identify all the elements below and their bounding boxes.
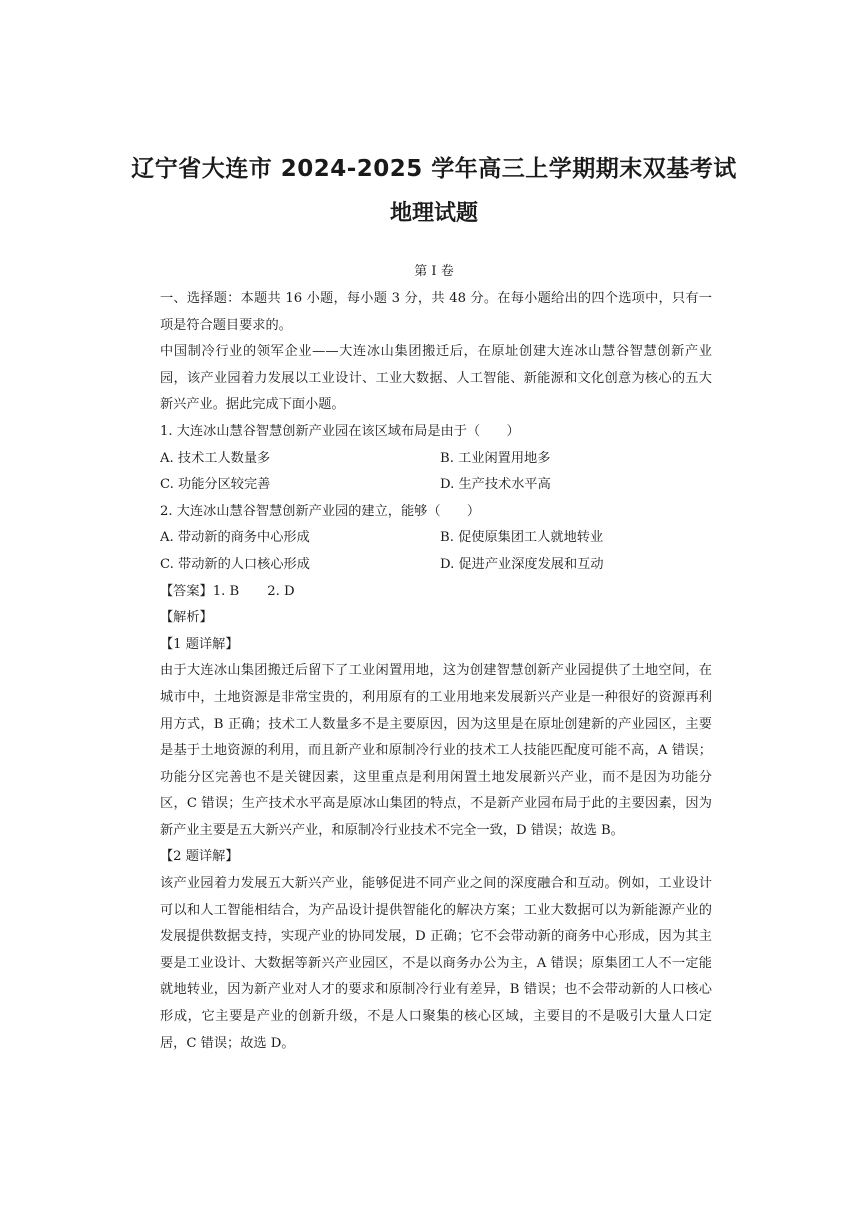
option-1a: A. 技术工人数量多 [160, 450, 271, 466]
exam-body [160, 286, 712, 1057]
exam-title: 辽宁省大连市 2024-2025 学年高三上学期期末双基考试 [131, 156, 737, 182]
question-1-options-row-2 [160, 472, 712, 499]
option-2d: D. 促进产业深度发展和互动 [440, 556, 604, 572]
q1-detail-text: 由于大连冰山集团搬迁后留下了工业闲置用地，这为创建智慧创新产业园提供了土地空间，在城市中，土地资源是非常宝贵的，利用原有的工业用地来发展新兴产业是一种很好的资源再利用方式，B 正确；技术工人数量多不是主要原因，因为这里是在原址创建新的产业园区，主要是基于土地资源的利用，而且新产业和原制冷行业的技术工人技能匹配度可能不高，A 错误；功能分区完善也不是关键因素，这里重点是利用闲置土地发展新兴产业，而不是因为功能分区，C 错误；生产技术水平高是原冰山集团的特点，不是新产业园布局于此的主要因素，因为新产业主要是五大新兴产业，和原制冷行业技术不完全一致，D 错误；故选 B。 [160, 663, 712, 838]
volume-label: 第 I 卷 [414, 264, 454, 279]
option-2c: C. 带动新的人口核心形成 [160, 556, 310, 572]
question-2-options-row-2 [160, 552, 712, 579]
question-1-options-row-1 [160, 446, 712, 473]
option-2a: A. 带动新的商务中心形成 [160, 530, 310, 546]
answer-label: 【答案】 [160, 583, 213, 599]
answer-1: 1. B [212, 583, 240, 599]
answer-line [160, 579, 712, 606]
section-instructions: 一、选择题：本题共 16 小题，每小题 3 分，共 48 分。在每小题给出的四个选项中，只有一项是符合题目要求的。 [160, 291, 712, 333]
option-2b: B. 促使原集团工人就地转业 [440, 530, 604, 546]
answer-2: 2. D [267, 583, 295, 599]
q2-detail-label: 【2 题详解】 [160, 849, 239, 865]
analysis-label: 【解析】 [160, 610, 213, 626]
q1-detail-label: 【1 题详解】 [160, 636, 239, 652]
q2-detail-text: 该产业园着力发展五大新兴产业，能够促进不同产业之间的深度融合和互动。例如，工业设计可以和人工智能相结合，为产品设计提供智能化的解决方案；工业大数据可以为新能源产业的发展提供数据支持，实现产业的协同发展，D 正确；它不会带动新的商务中心形成，因为其主要是工业设计、大数据等新兴产业园区，不是以商务办公为主，A 错误；原集团工人不一定能就地转业，因为新产业对人才的要求和原制冷行业有差异，B 错误；也不会带动新的人口核心形成，它主要是产业的创新升级，不是人口聚集的核心区域，主要目的不是吸引大量人口定居，C 错误；故选 D。 [160, 876, 712, 1051]
question-1-stem: 1. 大连冰山慧谷智慧创新产业园在该区域布局是由于（ ） [160, 423, 520, 439]
material-text: 中国制冷行业的领军企业——大连冰山集团搬迁后，在原址创建大连冰山慧谷智慧创新产业园，该产业园着力发展以工业设计、工业大数据、人工智能、新能源和文化创意为核心的五大新兴产业。据此完成下面小题。 [160, 344, 712, 413]
question-2-stem: 2. 大连冰山慧谷智慧创新产业园的建立，能够（ ） [160, 503, 481, 519]
exam-subtitle: 地理试题 [389, 201, 478, 226]
option-1d: D. 生产技术水平高 [440, 477, 551, 493]
question-2-options-row-1 [160, 525, 712, 552]
option-1b: B. 工业闲置用地多 [440, 450, 551, 466]
option-1c: C. 功能分区较完善 [160, 477, 271, 493]
